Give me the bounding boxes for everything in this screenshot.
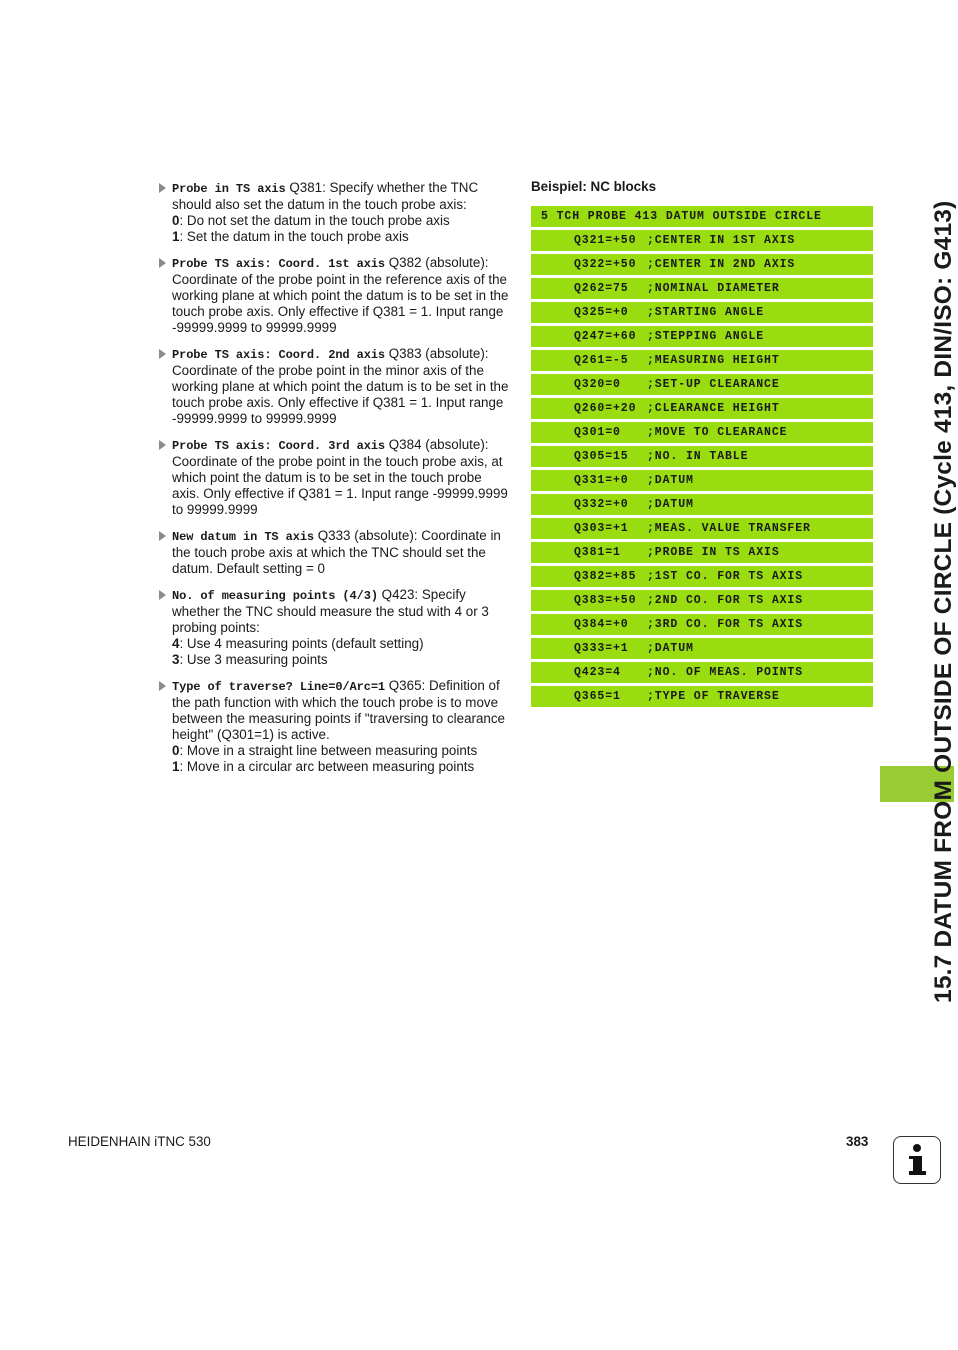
nc-row — [531, 638, 873, 659]
nc-row — [531, 422, 873, 443]
parameter-name: Probe in TS axis — [172, 182, 286, 196]
nc-parameter-comment: ;MOVE TO CLEARANCE — [647, 426, 788, 439]
parameter-name: New datum in TS axis — [172, 530, 315, 544]
nc-row — [531, 230, 873, 251]
nc-parameter-code: Q365=1 — [574, 690, 621, 703]
nc-row — [531, 494, 873, 515]
nc-parameter-code: Q247=+60 — [574, 330, 637, 343]
option-key: 1 — [172, 759, 180, 774]
nc-parameter-comment: ;NO. IN TABLE — [647, 450, 749, 463]
nc-parameter-code: Q260=+20 — [574, 402, 637, 415]
nc-row — [531, 398, 873, 419]
nc-parameter-comment: ;CLEARANCE HEIGHT — [647, 402, 780, 415]
example-heading: Beispiel: NC blocks — [531, 179, 657, 194]
parameter-item — [158, 678, 510, 775]
parameter-option — [172, 636, 510, 652]
nc-parameter-comment: ;STEPPING ANGLE — [647, 330, 765, 343]
bullet-arrow-icon — [159, 258, 166, 268]
nc-parameter-comment: ;PROBE IN TS AXIS — [647, 546, 780, 559]
parameter-name: Probe TS axis: Coord. 1st axis — [172, 257, 386, 271]
parameter-option — [172, 213, 510, 229]
nc-parameter-comment: ;1ST CO. FOR TS AXIS — [647, 570, 804, 583]
nc-parameter-code: Q381=1 — [574, 546, 621, 559]
nc-parameter-comment: ;3RD CO. FOR TS AXIS — [647, 618, 804, 631]
nc-parameter-comment: ;DATUM — [647, 642, 694, 655]
nc-row — [531, 686, 873, 707]
nc-parameter-code: Q301=0 — [574, 426, 621, 439]
parameter-description: Q381: Specify whether the TNC should also set the datum in the touch probe axis: — [172, 180, 479, 212]
parameter-name: No. of measuring points (4/3) — [172, 589, 378, 603]
nc-header-text: 5 TCH PROBE 413 DATUM OUTSIDE CIRCLE — [541, 210, 822, 223]
option-key: 4 — [172, 636, 180, 651]
parameter-name: Type of traverse? Line=0/Arc=1 — [172, 680, 386, 694]
bullet-arrow-icon — [159, 531, 166, 541]
nc-parameter-comment: ;MEASURING HEIGHT — [647, 354, 780, 367]
parameter-item — [158, 346, 510, 427]
nc-row — [531, 254, 873, 275]
nc-parameter-comment: ;MEAS. VALUE TRANSFER — [647, 522, 811, 535]
nc-parameter-code: Q322=+50 — [574, 258, 637, 271]
parameter-description: Q384 (absolute): Coordinate of the probe point in the touch probe axis, at which point the datum is to be set in the touch probe axis. Only effective if Q381 = 1. Input range -99999.9999 to 99999.9999 — [172, 437, 508, 517]
chapter-side-title: 15.7 DATUM FROM OUTSIDE OF CIRCLE (Cycle 413, DIN/ISO: G413) — [930, 200, 957, 1003]
nc-parameter-code: Q331=+0 — [574, 474, 629, 487]
parameter-list — [158, 180, 510, 785]
nc-row — [531, 662, 873, 683]
bullet-arrow-icon — [159, 440, 166, 450]
nc-parameter-code: Q303=+1 — [574, 522, 629, 535]
nc-parameter-comment: ;NO. OF MEAS. POINTS — [647, 666, 804, 679]
bullet-arrow-icon — [159, 349, 166, 359]
nc-parameter-code: Q384=+0 — [574, 618, 629, 631]
option-text: : Do not set the datum in the touch probe axis — [179, 213, 450, 228]
nc-parameter-code: Q325=+0 — [574, 306, 629, 319]
nc-parameter-code: Q320=0 — [574, 378, 621, 391]
nc-parameter-comment: ;SET-UP CLEARANCE — [647, 378, 780, 391]
parameter-option — [172, 743, 510, 759]
option-key: 3 — [172, 652, 180, 667]
nc-parameter-comment: ;STARTING ANGLE — [647, 306, 765, 319]
parameter-item — [158, 437, 510, 518]
nc-parameter-code: Q305=15 — [574, 450, 629, 463]
bullet-arrow-icon — [159, 590, 166, 600]
nc-parameter-comment: ;2ND CO. FOR TS AXIS — [647, 594, 804, 607]
parameter-option — [172, 229, 510, 245]
info-icon — [893, 1136, 941, 1184]
nc-parameter-code: Q332=+0 — [574, 498, 629, 511]
nc-row — [531, 590, 873, 611]
parameter-item — [158, 587, 510, 668]
nc-row — [531, 374, 873, 395]
nc-program-block — [531, 206, 873, 710]
parameter-description: Q333 (absolute): Coordinate in the touch probe axis at which the TNC should set the datum. Default setting = 0 — [172, 528, 501, 576]
nc-parameter-code: Q262=75 — [574, 282, 629, 295]
parameter-description: Q382 (absolute): Coordinate of the probe point in the reference axis of the working plane at which point the datum is to be set in the touch probe axis. Only effective if Q381 = 1. Input range -99999.9999 to 99999.9999 — [172, 255, 509, 335]
nc-parameter-comment: ;DATUM — [647, 498, 694, 511]
bullet-arrow-icon — [159, 183, 166, 193]
nc-parameter-code: Q383=+50 — [574, 594, 637, 607]
option-text: : Set the datum in the touch probe axis — [179, 229, 409, 244]
nc-parameter-code: Q333=+1 — [574, 642, 629, 655]
option-key: 0 — [172, 743, 180, 758]
nc-header-row — [531, 206, 873, 227]
option-key: 1 — [172, 229, 180, 244]
nc-parameter-code: Q382=+85 — [574, 570, 637, 583]
nc-row — [531, 614, 873, 635]
parameter-description: Q423: Specify whether the TNC should measure the stud with 4 or 3 probing points: — [172, 587, 489, 635]
nc-row — [531, 302, 873, 323]
nc-row — [531, 278, 873, 299]
nc-row — [531, 446, 873, 467]
nc-parameter-code: Q321=+50 — [574, 234, 637, 247]
nc-parameter-comment: ;CENTER IN 2ND AXIS — [647, 258, 796, 271]
nc-row — [531, 566, 873, 587]
nc-parameter-comment: ;NOMINAL DIAMETER — [647, 282, 780, 295]
nc-row — [531, 470, 873, 491]
option-text: : Use 3 measuring points — [179, 652, 328, 667]
option-key: 0 — [172, 213, 180, 228]
nc-parameter-comment: ;DATUM — [647, 474, 694, 487]
nc-parameter-comment: ;TYPE OF TRAVERSE — [647, 690, 780, 703]
nc-row — [531, 518, 873, 539]
parameter-item — [158, 180, 510, 245]
nc-parameter-comment: ;CENTER IN 1ST AXIS — [647, 234, 796, 247]
parameter-name: Probe TS axis: Coord. 2nd axis — [172, 348, 386, 362]
parameter-option — [172, 759, 510, 775]
parameter-item — [158, 255, 510, 336]
page-number: 383 — [846, 1134, 869, 1149]
option-text: : Move in a straight line between measuring points — [179, 743, 478, 758]
parameter-name: Probe TS axis: Coord. 3rd axis — [172, 439, 386, 453]
option-text: : Use 4 measuring points (default setting) — [179, 636, 424, 651]
footer-product: HEIDENHAIN iTNC 530 — [68, 1134, 211, 1149]
option-text: : Move in a circular arc between measuring points — [179, 759, 475, 774]
nc-row — [531, 542, 873, 563]
parameter-description: Q365: Definition of the path function with which the touch probe is to move between the measuring points if "traversing to clearance height" (Q301=1) is active. — [172, 678, 506, 742]
parameter-description: Q383 (absolute): Coordinate of the probe point in the minor axis of the working plane at which point the datum is to be set in the touch probe axis. Only effective if Q381 = 1. Input range -99999.9999 to 99999.9999 — [172, 346, 509, 426]
bullet-arrow-icon — [159, 681, 166, 691]
nc-row — [531, 326, 873, 347]
parameter-item — [158, 528, 510, 577]
nc-parameter-code: Q423=4 — [574, 666, 621, 679]
nc-parameter-code: Q261=-5 — [574, 354, 629, 367]
nc-row — [531, 350, 873, 371]
parameter-option — [172, 652, 510, 668]
